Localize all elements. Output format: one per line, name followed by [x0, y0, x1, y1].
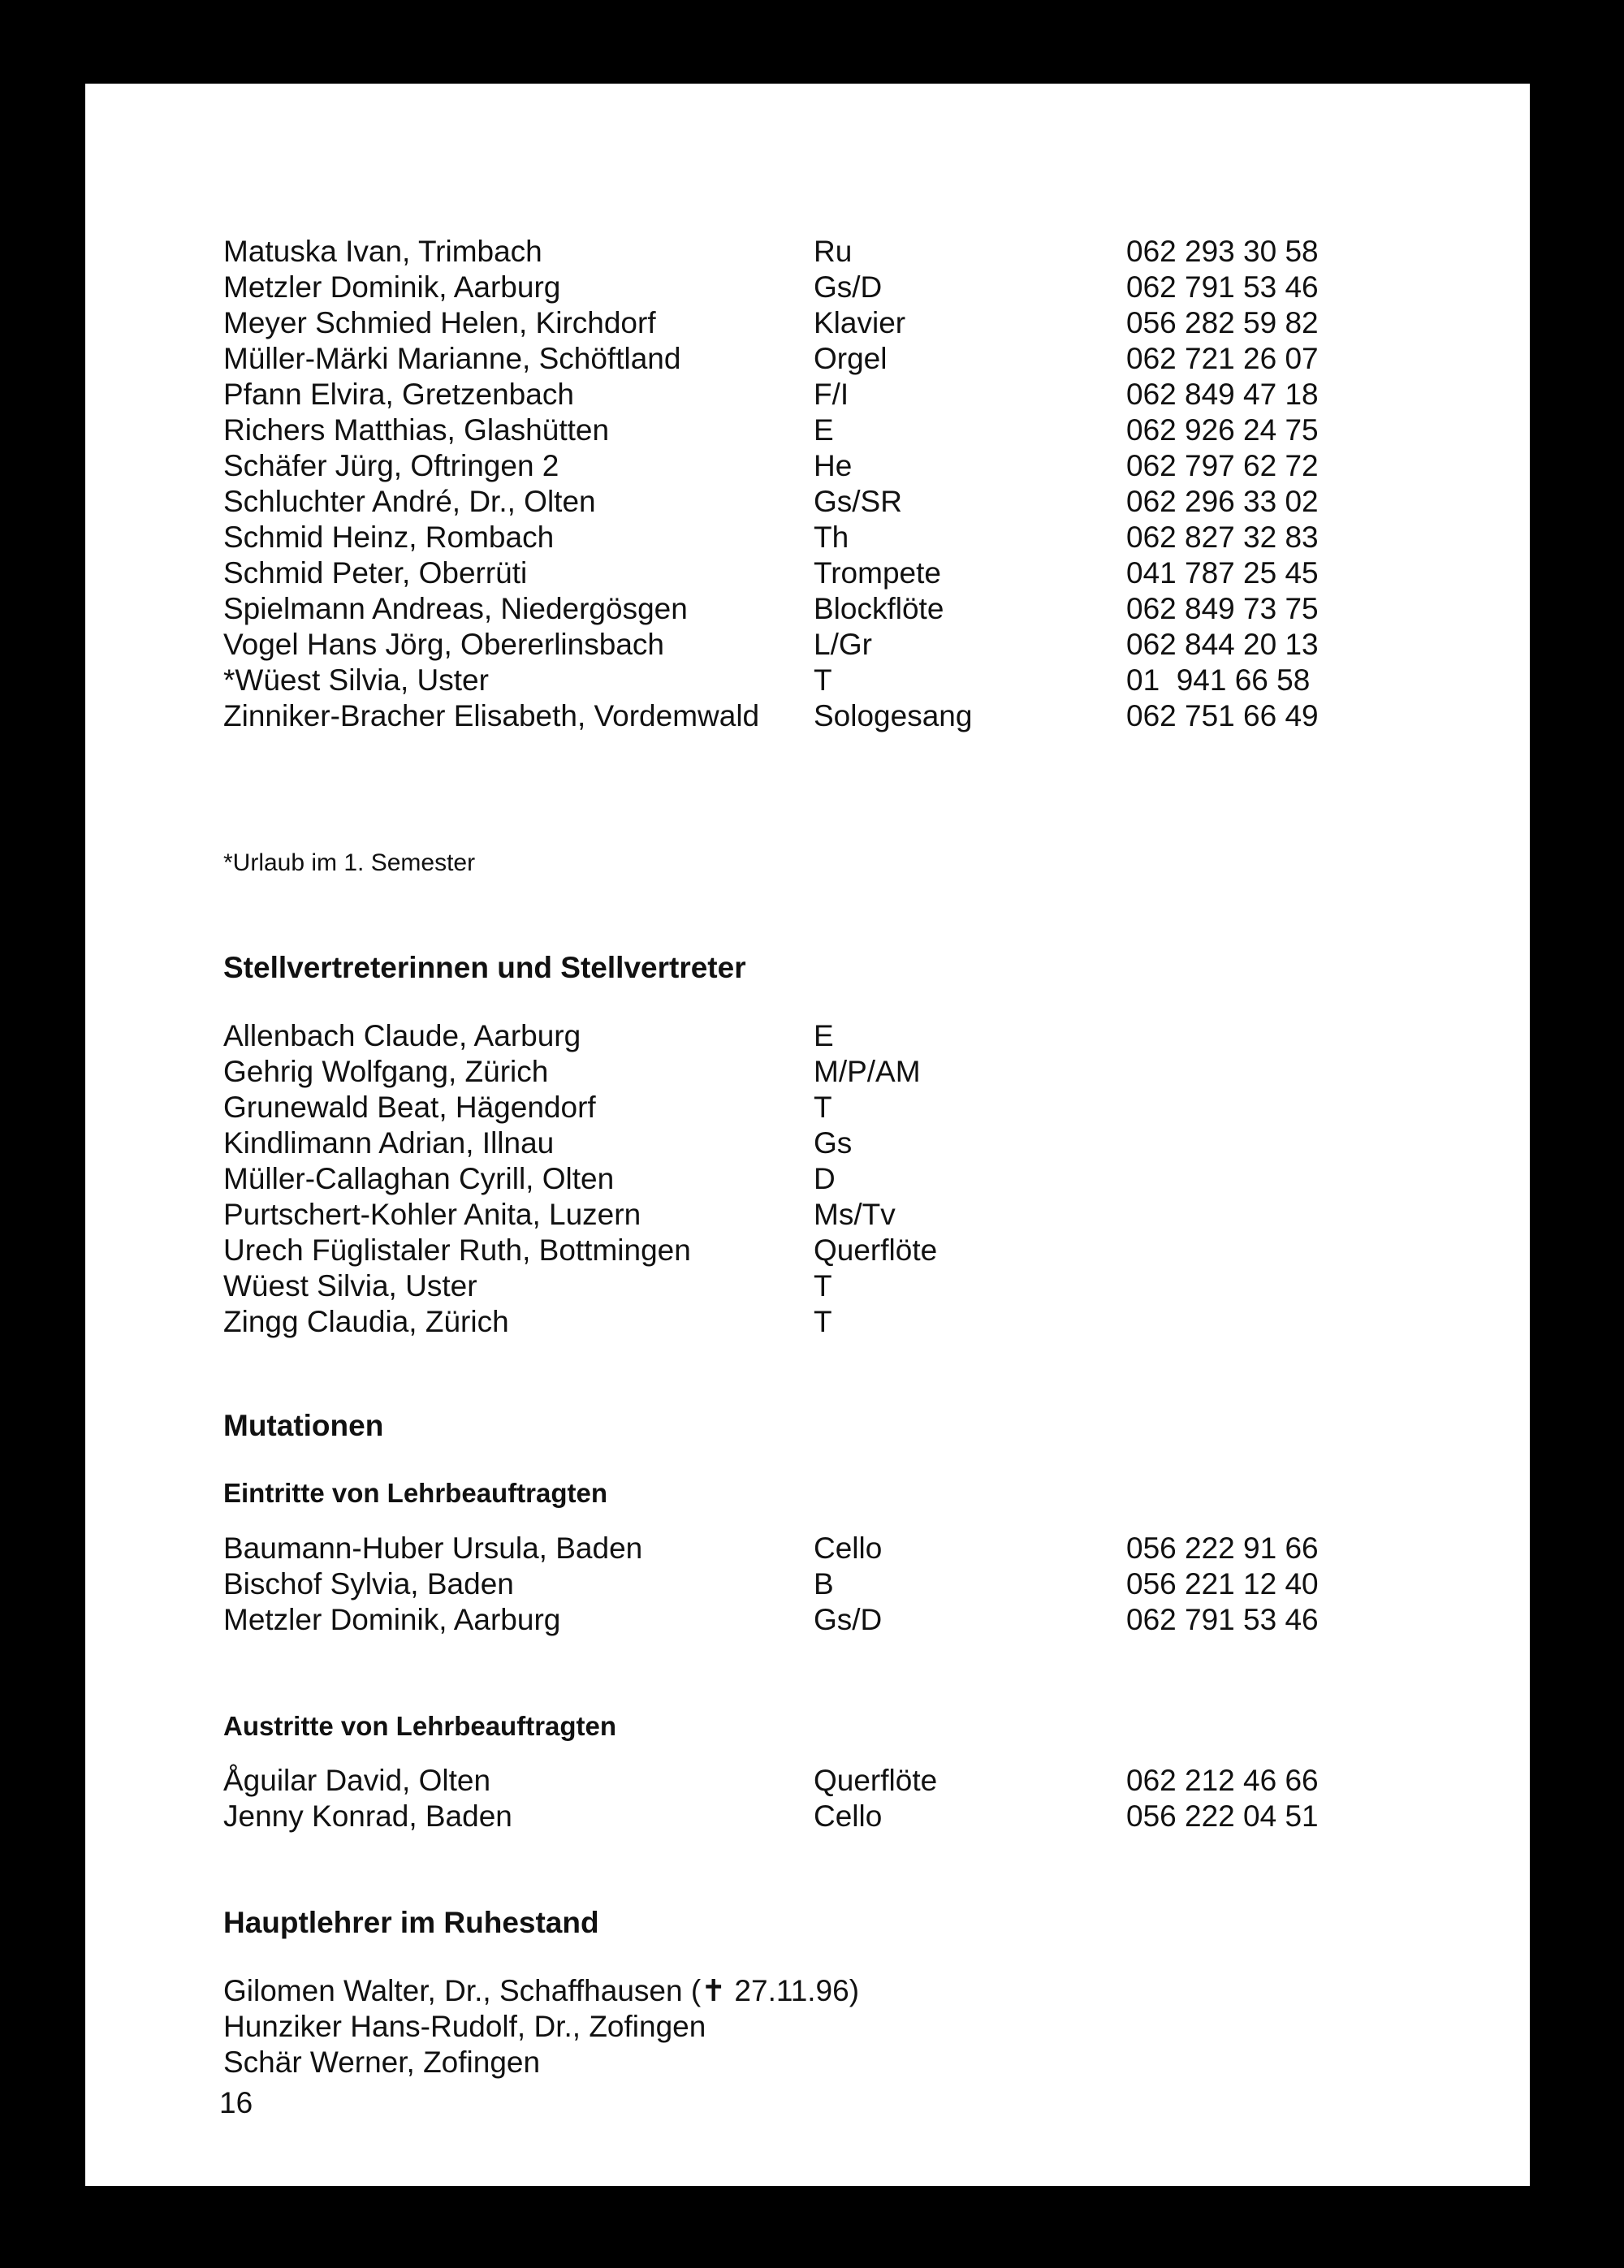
substitute-subject: E: [814, 1019, 834, 1052]
list-item: Schär Werner, Zofingen: [223, 2046, 541, 2079]
page-number: 16: [219, 2086, 253, 2119]
teacher-name: Metzler Dominik, Aarburg: [223, 270, 561, 304]
teacher-subject: Trompete: [814, 556, 941, 590]
footnote: *Urlaub im 1. Semester: [223, 849, 476, 876]
teacher-name: Pfann Elvira, Gretzenbach: [223, 378, 574, 411]
substitute-name: Zingg Claudia, Zürich: [223, 1305, 509, 1338]
substitute-name: Wüest Silvia, Uster: [223, 1269, 477, 1302]
teacher-name: Müller-Märki Marianne, Schöftland: [223, 342, 681, 375]
substitute-subject: D: [814, 1162, 836, 1195]
substitute-subject: M/P/AM: [814, 1055, 921, 1088]
teacher-phone: 062 791 53 46: [1126, 270, 1319, 304]
teacher-name: *Wüest Silvia, Uster: [223, 663, 489, 697]
teacher-name: Schluchter André, Dr., Olten: [223, 485, 596, 518]
exit-name: Jenny Konrad, Baden: [223, 1799, 512, 1833]
teacher-phone: 062 797 62 72: [1126, 449, 1319, 482]
teacher-subject: Th: [814, 521, 849, 554]
exits-heading: Austritte von Lehrbeauftragten: [223, 1711, 617, 1741]
teacher-phone: 062 926 24 75: [1126, 413, 1319, 447]
teacher-subject: Blockflöte: [814, 592, 944, 625]
substitute-name: Allenbach Claude, Aarburg: [223, 1019, 581, 1052]
teacher-subject: Gs/SR: [814, 485, 902, 518]
teacher-subject: Sologesang: [814, 699, 973, 732]
teacher-subject: Klavier: [814, 306, 906, 339]
teacher-subject: Orgel: [814, 342, 888, 375]
substitute-name: Urech Füglistaler Ruth, Bottmingen: [223, 1233, 691, 1267]
teacher-name: Schmid Peter, Oberrüti: [223, 556, 528, 590]
exit-subject: Cello: [814, 1799, 883, 1833]
retired-heading: Hauptlehrer im Ruhestand: [223, 1906, 599, 1939]
list-item: Gilomen Walter, Dr., Schaffhausen (✝ 27.11.96): [223, 1974, 860, 2007]
teacher-subject: F/I: [814, 378, 849, 411]
substitute-subject: T: [814, 1091, 832, 1124]
teacher-name: Spielmann Andreas, Niedergösgen: [223, 592, 688, 625]
document-page: [85, 84, 1530, 2186]
entry-name: Metzler Dominik, Aarburg: [223, 1603, 561, 1636]
teacher-phone: 062 827 32 83: [1126, 521, 1319, 554]
teacher-name: Richers Matthias, Glashütten: [223, 413, 610, 447]
teacher-phone: 041 787 25 45: [1126, 556, 1319, 590]
substitute-subject: Querflöte: [814, 1233, 938, 1267]
entry-phone: 056 222 91 66: [1126, 1531, 1319, 1565]
teacher-subject: He: [814, 449, 853, 482]
entry-phone: 056 221 12 40: [1126, 1567, 1319, 1601]
entry-subject: Cello: [814, 1531, 883, 1565]
teacher-subject: L/Gr: [814, 628, 872, 661]
teacher-name: Vogel Hans Jörg, Obererlinsbach: [223, 628, 664, 661]
teacher-subject: Gs/D: [814, 270, 883, 304]
teacher-name: Schmid Heinz, Rombach: [223, 521, 555, 554]
entry-name: Bischof Sylvia, Baden: [223, 1567, 514, 1601]
teacher-phone: 062 844 20 13: [1126, 628, 1319, 661]
substitute-name: Grunewald Beat, Hägendorf: [223, 1091, 596, 1124]
entry-subject: Gs/D: [814, 1603, 883, 1636]
teacher-phone: 062 849 47 18: [1126, 378, 1319, 411]
mutations-heading: Mutationen: [223, 1409, 384, 1442]
teacher-name: Matuska Ivan, Trimbach: [223, 235, 542, 268]
exit-name: Åguilar David, Olten: [223, 1764, 491, 1797]
substitute-name: Kindlimann Adrian, Illnau: [223, 1126, 555, 1160]
exit-phone: 062 212 46 66: [1126, 1764, 1319, 1797]
teacher-subject: E: [814, 413, 834, 447]
entries-heading: Eintritte von Lehrbeauftragten: [223, 1478, 608, 1508]
substitute-name: Müller-Callaghan Cyrill, Olten: [223, 1162, 615, 1195]
teacher-subject: Ru: [814, 235, 853, 268]
substitute-subject: Gs: [814, 1126, 853, 1160]
teacher-name: Meyer Schmied Helen, Kirchdorf: [223, 306, 656, 339]
exit-subject: Querflöte: [814, 1764, 938, 1797]
teacher-phone: 062 721 26 07: [1126, 342, 1319, 375]
list-item: Hunziker Hans-Rudolf, Dr., Zofingen: [223, 2010, 706, 2043]
substitutes-heading: Stellvertreterinnen und Stellvertreter: [223, 951, 746, 984]
teacher-phone: 056 282 59 82: [1126, 306, 1319, 339]
substitute-subject: Ms/Tv: [814, 1198, 896, 1231]
teacher-subject: T: [814, 663, 832, 697]
teacher-phone: 062 296 33 02: [1126, 485, 1319, 518]
teacher-name: Schäfer Jürg, Oftringen 2: [223, 449, 559, 482]
teacher-phone: 062 751 66 49: [1126, 699, 1319, 732]
substitute-name: Purtschert-Kohler Anita, Luzern: [223, 1198, 641, 1231]
entry-name: Baumann-Huber Ursula, Baden: [223, 1531, 643, 1565]
entry-subject: B: [814, 1567, 834, 1601]
teacher-name: Zinniker-Bracher Elisabeth, Vordemwald: [223, 699, 760, 732]
substitute-subject: T: [814, 1269, 832, 1302]
teacher-phone: 062 849 73 75: [1126, 592, 1319, 625]
substitute-subject: T: [814, 1305, 832, 1338]
entry-phone: 062 791 53 46: [1126, 1603, 1319, 1636]
exit-phone: 056 222 04 51: [1126, 1799, 1319, 1833]
substitute-name: Gehrig Wolfgang, Zürich: [223, 1055, 549, 1088]
teacher-phone: 01 941 66 58: [1126, 663, 1311, 697]
teacher-phone: 062 293 30 58: [1126, 235, 1319, 268]
